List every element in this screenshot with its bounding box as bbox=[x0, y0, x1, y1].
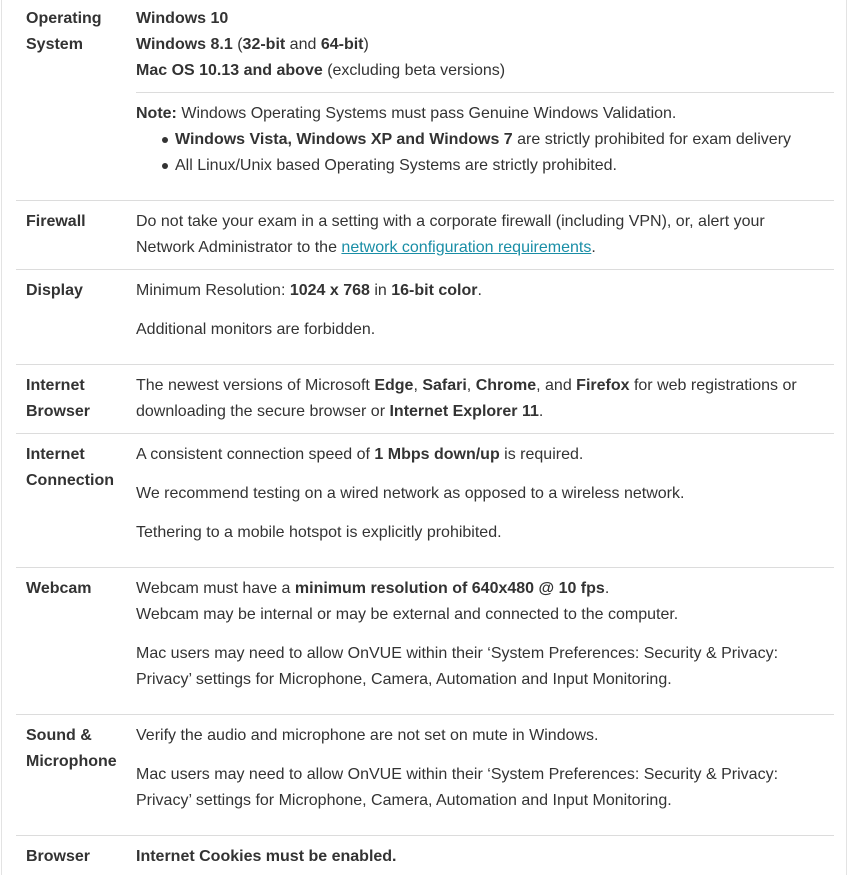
os-prohibited-list bbox=[136, 127, 791, 179]
row-display: Display Minimum Resolution: 1024 x 768 in 16-bit color. Additional monitors are forbidden. bbox=[16, 270, 834, 365]
bullet-icon bbox=[162, 163, 168, 169]
os-line-windows81: Windows 8.1 (32-bit and 64-bit) bbox=[136, 36, 369, 53]
label-browser: Browser bbox=[26, 848, 91, 865]
network-config-link[interactable]: network configuration requirements bbox=[341, 239, 592, 256]
label-display: Display bbox=[26, 282, 83, 299]
os-line-macos: Mac OS 10.13 and above (excluding beta versions) bbox=[136, 62, 506, 79]
os-note-divider bbox=[136, 92, 834, 93]
label-internet-connection: Internet Connection bbox=[26, 446, 114, 489]
list-item: All Linux/Unix based Operating Systems are strictly prohibited. bbox=[136, 153, 791, 179]
row-sound-microphone: Sound & Microphone Verify the audio and microphone are not set on mute in Windows. Mac users may need to allow OnVUE within their ‘System Preferences: Security & Privacy: Privacy’ settings for Microphone, Camera, Automation and Input Monitoring. bbox=[16, 715, 834, 836]
label-webcam: Webcam bbox=[26, 580, 92, 597]
row-browser-cookies: Browser Internet Cookies must be enabled. bbox=[16, 836, 834, 875]
label-firewall: Firewall bbox=[26, 213, 86, 230]
label-internet-browser: Internet Browser bbox=[26, 377, 91, 420]
row-operating-system bbox=[16, 6, 834, 201]
row-firewall: Firewall Do not take your exam in a setting with a corporate firewall (including VPN), or, alert your Network Administrator to the network configuration requirements. bbox=[16, 201, 834, 270]
bullet-icon bbox=[162, 137, 168, 143]
row-webcam: Webcam Webcam must have a minimum resolution of 640x480 @ 10 fps. Webcam may be internal or may be external and connected to the computer. Mac users may need to allow OnVUE within their ‘System Preferences: Security & Privacy: Privacy’ settings for Microphone, Camera, Automation and Input Monitoring. bbox=[16, 568, 834, 715]
requirements-table bbox=[1, 0, 847, 875]
list-item: Windows Vista, Windows XP and Windows 7 are strictly prohibited for exam delivery bbox=[136, 127, 791, 153]
label-operating-system: Operating System bbox=[26, 10, 102, 53]
row-internet-browser: Internet Browser The newest versions of Microsoft Edge, Safari, Chrome, and Firefox for web registrations or downloading the secure browser or Internet Explorer 11. bbox=[16, 365, 834, 434]
os-line-windows10: Windows 10 bbox=[136, 10, 229, 27]
row-internet-connection: Internet Connection A consistent connection speed of 1 Mbps down/up is required. We recommend testing on a wired network as opposed to a wireless network. Tethering to a mobile hotspot is explicitly prohibited. bbox=[16, 434, 834, 568]
label-sound-microphone: Sound & Microphone bbox=[26, 727, 117, 770]
os-note-text: Note: Windows Operating Systems must pass Genuine Windows Validation. bbox=[136, 105, 677, 122]
